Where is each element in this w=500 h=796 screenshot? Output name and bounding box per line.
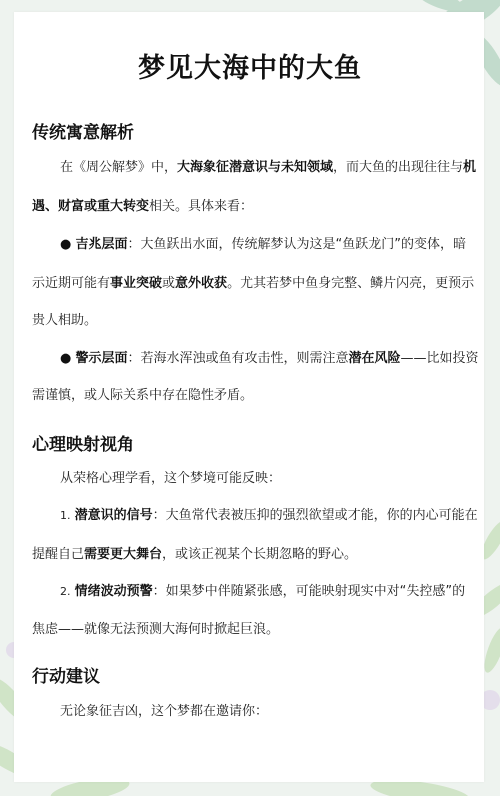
list-number: 2. — [60, 585, 71, 598]
paragraph-line: 示近期可能有事业突破或意外收获。尤其若梦中鱼身完整、鳞片闪亮，更预示 — [32, 276, 475, 291]
paragraph-line: 从荣格心理学看，这个梦境可能反映： — [60, 471, 282, 486]
section-heading: 传统寓意解析 — [32, 123, 134, 143]
page-title: 梦见大海中的大鱼 — [138, 53, 362, 84]
list-item: 2. 情绪波动预警：如果梦中伴随紧张感，可能映射现实中对“失控感”的 — [60, 584, 466, 599]
paragraph-line: 无论象征吉凶，这个梦都在邀请你： — [60, 704, 269, 719]
paragraph-line: 贵人相助。 — [32, 313, 98, 328]
paragraph-line: 在《周公解梦》中，大海象征潜意识与未知领域，而大鱼的出现往往与机 — [60, 160, 477, 175]
paragraph-line: 需谨慎，或人际关系中存在隐性矛盾。 — [32, 388, 254, 403]
paragraph-line: 提醒自己需要更大舞台，或该正视某个长期忽略的野心。 — [32, 547, 358, 562]
paragraph-line: 焦虑——就像无法预测大海何时掀起巨浪。 — [32, 622, 280, 637]
list-number: 1. — [60, 509, 71, 522]
bullet-marker: ● — [60, 351, 72, 366]
section-heading: 行动建议 — [32, 667, 100, 687]
section-heading: 心理映射视角 — [32, 435, 134, 455]
paragraph-line: 遇、财富或重大转变相关。具体来看： — [32, 199, 254, 214]
list-item: ● 警示层面：若海水浑浊或鱼有攻击性，则需注意潜在风险——比如投资 — [60, 351, 479, 366]
list-item: 1. 潜意识的信号：大鱼常代表被压抑的强烈欲望或才能，你的内心可能在 — [60, 508, 478, 523]
list-item: ● 吉兆层面：大鱼跃出水面，传统解梦认为这是“鱼跃龙门”的变体，暗 — [60, 237, 466, 252]
bullet-marker: ● — [60, 237, 72, 252]
